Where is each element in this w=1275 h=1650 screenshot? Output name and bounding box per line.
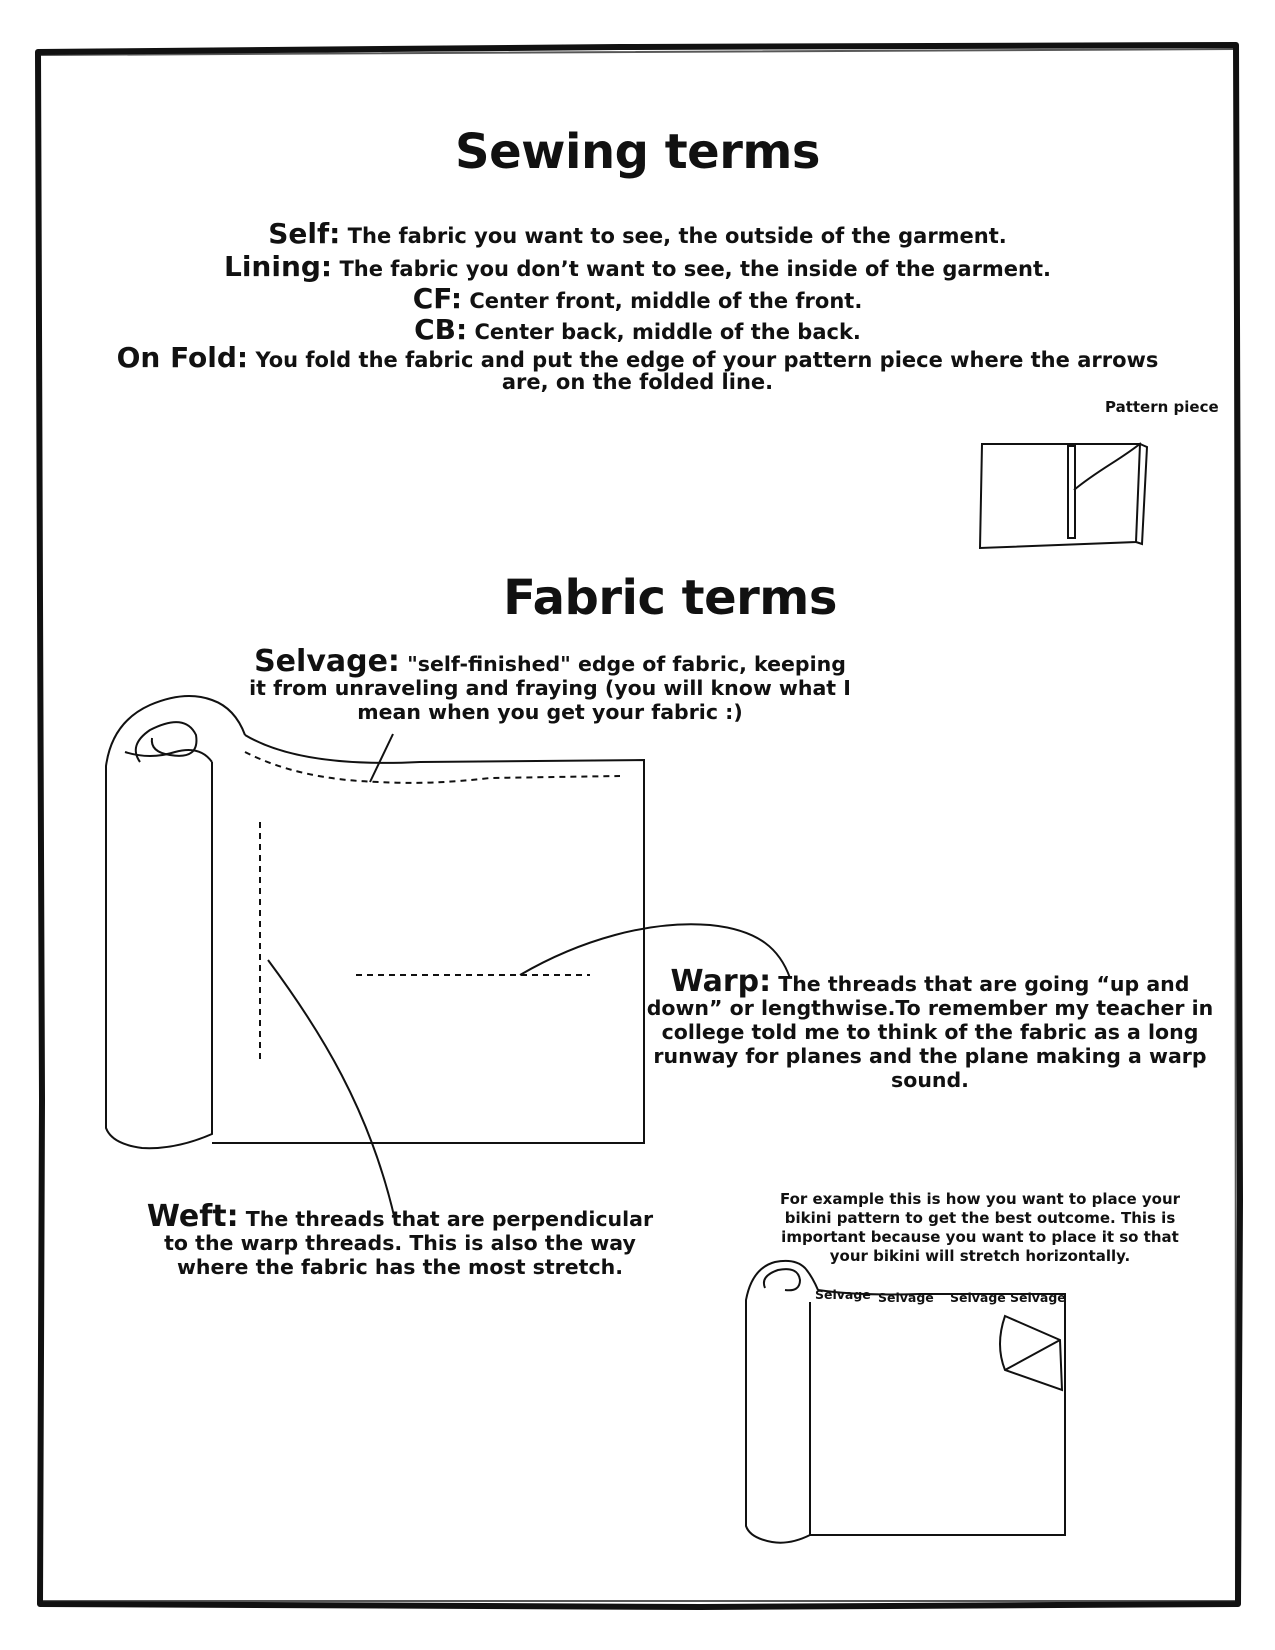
fabric-bolt-illustration [106, 696, 790, 1220]
selvage-line-1: "self-finished" edge of fabric, keeping [407, 652, 846, 676]
example-line-3: important because you want to place it so that [781, 1228, 1179, 1246]
term-definition: The fabric you don’t want to see, the inside of the garment. [339, 257, 1052, 281]
weft-line-2: to the warp threads. This is also the way [164, 1231, 636, 1255]
weft-leader-line [268, 960, 395, 1220]
term-definition: Center back, middle of the back. [474, 320, 861, 344]
pattern-piece-label: Pattern piece [1105, 398, 1219, 416]
term-definition: The fabric you want to see, the outside of the garment. [347, 224, 1007, 248]
example-line-4: your bikini will stretch horizontally. [829, 1247, 1131, 1265]
warp-line-5: sound. [891, 1068, 969, 1092]
weft-line-1: The threads that are perpendicular [245, 1207, 654, 1231]
term-definition: You fold the fabric and put the edge of your pattern piece where the arrows [255, 348, 1159, 372]
warp-line-2: down” or lengthwise.To remember my teacher in [646, 996, 1214, 1020]
example-bolt-swirl [764, 1269, 800, 1290]
selvage-leader-line [370, 734, 393, 782]
selvage-label: Selvage [950, 1290, 1006, 1305]
sewing-terms-title: Sewing terms [455, 124, 820, 180]
selvage-line-3: mean when you get your fabric :) [357, 700, 743, 724]
fabric-terms-title: Fabric terms [503, 570, 837, 626]
bikini-pattern-piece [1000, 1316, 1062, 1390]
weft-term: Weft: [146, 1199, 239, 1234]
selvage-dashed-line [245, 752, 620, 783]
warp-leader-line [520, 924, 790, 978]
term-label: CF: [412, 282, 463, 315]
term-definition-cont: are, on the folded line. [501, 370, 774, 394]
example-line-2: bikini pattern to get the best outcome. This is [784, 1209, 1176, 1227]
example-bolt-illustration [746, 1261, 1065, 1543]
fabric-sheet [212, 735, 644, 1143]
selvage-label: Selvage [815, 1287, 871, 1302]
selvage-line-2: it from unraveling and fraying (you will know what I [249, 676, 851, 700]
example-fabric-sheet [810, 1290, 1065, 1535]
term-definition: Center front, middle of the front. [469, 289, 863, 313]
pattern-strip [1068, 446, 1075, 538]
term-label: Self: [268, 217, 341, 250]
example-line-1: For example this is how you want to place your [779, 1190, 1181, 1208]
pattern-piece-leader-line [1074, 443, 1141, 490]
on-fold-illustration [980, 443, 1147, 548]
warp-line-1: The threads that are going “up and [778, 972, 1190, 996]
warp-line-3: college told me to think of the fabric as a long [661, 1020, 1199, 1044]
term-label: On Fold: [116, 341, 249, 374]
weft-line-3: where the fabric has the most stretch. [176, 1255, 623, 1279]
selvage-label: Selvage [878, 1290, 934, 1305]
selvage-term: Selvage: [254, 644, 400, 679]
selvage-label: Selvage [1010, 1290, 1066, 1305]
warp-line-4: runway for planes and the plane making a warp [653, 1044, 1207, 1068]
term-label: CB: [414, 313, 468, 346]
term-label: Lining: [223, 250, 333, 283]
warp-term: Warp: [670, 964, 772, 999]
